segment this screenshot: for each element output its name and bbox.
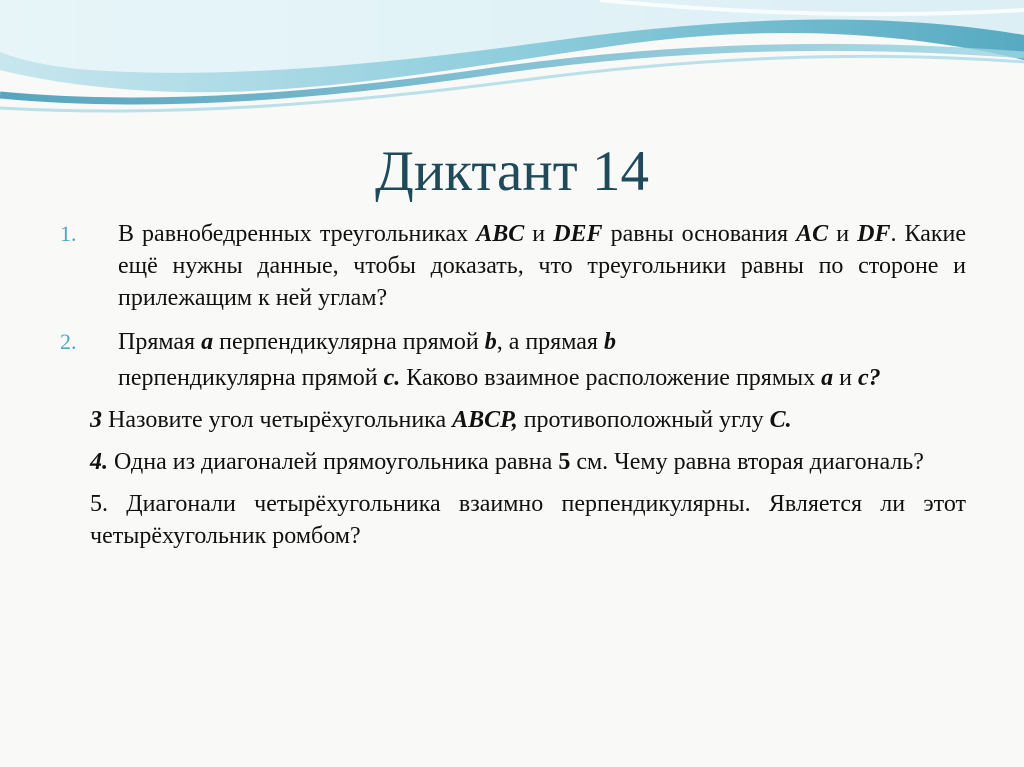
dictation-list: [60, 218, 966, 552]
list-number: 2.: [60, 329, 77, 354]
page-title: Диктант 14: [375, 140, 649, 203]
list-item-1: [60, 218, 966, 314]
item-text-line2: перпендикулярна прямой с. Каково взаимное расположение прямых а и с?: [118, 365, 881, 391]
list-item-3: 3 Назовите угол четырёхугольника ABCP, противоположный углу С.: [90, 407, 792, 433]
list-number: 1.: [60, 221, 77, 246]
wave-decoration: [0, 0, 1024, 120]
item-text-line1: Прямая a перпендикулярна прямой b, а прямая b: [118, 329, 616, 355]
item-text: В равнобедренных треугольниках ABC и DEF равны основания AC и DF. Какие ещё нужны данные, чтобы доказать, что треугольники равны по стороне и прилежащим к ней углам?: [118, 221, 967, 311]
list-item-2: [60, 326, 966, 394]
list-item-5: 5. Диагонали четырёхугольника взаимно перпендикулярны. Является ли этот четырёхугольник ромбом?: [90, 491, 966, 549]
list-item-4: 4. Одна из диагоналей прямоугольника равна 5 см. Чему равна вторая диагональ?: [90, 449, 924, 475]
